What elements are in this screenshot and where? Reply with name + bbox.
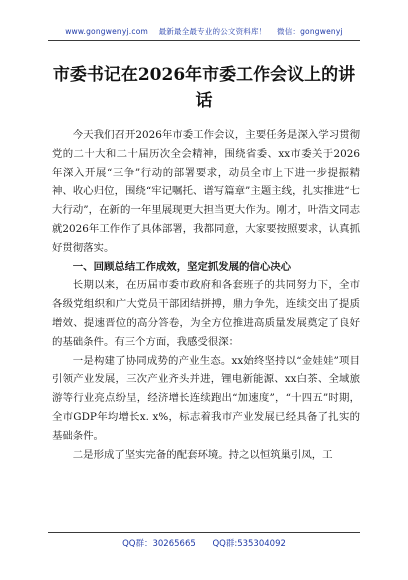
document-title: 市委书记在2026年市委工作会议上的讲话 (52, 65, 356, 111)
site-url[interactable]: www.gongwenyj.com (65, 27, 148, 36)
paragraph-intro: 今天我们召开2026年市委工作会议，主要任务是深入学习贯彻党的二十大和二十届历次全会精神，围绕省委、xx市委关于2026年深入开展“三争”行动的部署要求，动员全市上下进一步提振精神、收心归位，围绕“牢记嘱托、谱写篇章”主题主线，扎实推进“七大行动”，在新的一年里展现更大担当更大作为。刚才，叶浩文同志就2026年工作作了具体部署，我都同意，大家要按照要求，认真抓好贯彻落实。 (52, 129, 360, 254)
paragraph: 长期以来，在历届市委市政府和各套班子的共同努力下，全市各级党组织和广大党员干部团结拼搏，鼎力争先，连续交出了提质增效、提速晋位的高分答卷，为全方位推进高质量发展奠定了良好的基础条件。有三个方面，我感受很深： (52, 279, 360, 348)
section-heading: 一、回顾总结工作成效，坚定抓发展的信心决心 (72, 260, 291, 273)
page-header (0, 0, 408, 37)
paragraph: 一是构建了协同成势的产业生态。xx始终坚持以“金娃娃”项目引领产业发展，三次产业齐头并进，锂电新能源、xx白茶、全域旅游等行业亮点纷呈，经济增长连续跑出“加速度”，“十四五”时期，全市GDP年均增长x. x%，标志着我市产业发展已经具备了扎实的基础条件。 (52, 354, 360, 442)
site-tagline: 最新最全最专业的公文资料库！ (158, 27, 267, 36)
paragraph: 二是形成了坚实完备的配套环境。持之以恒筑巢引凤，工 (72, 448, 333, 461)
header-divider (48, 40, 360, 41)
qq-group-1: QQ群：30265665 (122, 539, 196, 549)
page-footer (0, 537, 408, 549)
footer-divider (48, 532, 360, 533)
document-body (52, 126, 360, 464)
wechat-id: 微信：gongwenyj (277, 27, 343, 36)
qq-group-2: QQ群:535304092 (212, 539, 286, 549)
